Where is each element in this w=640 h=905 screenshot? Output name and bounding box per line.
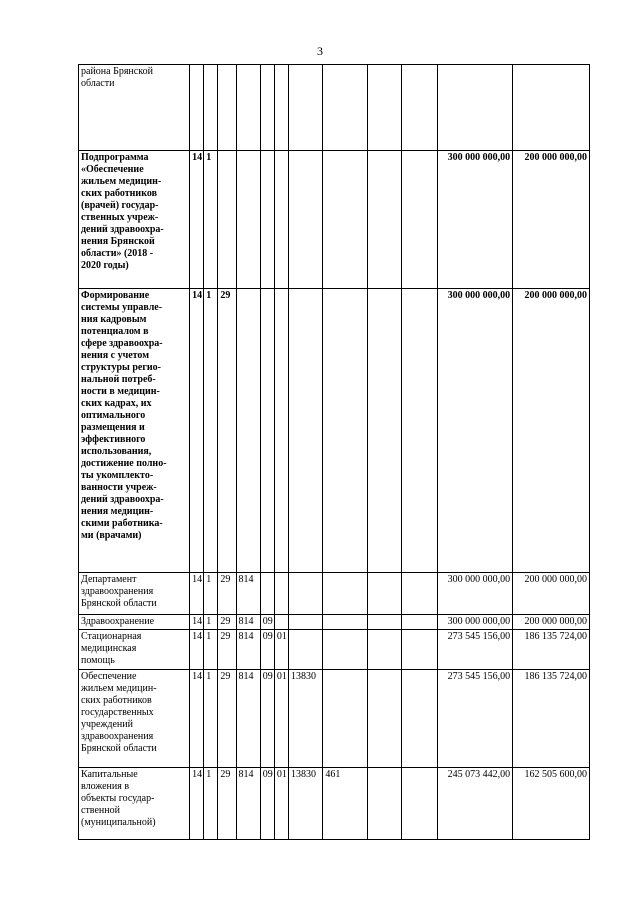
table-body bbox=[79, 65, 590, 840]
amount-2019-cell: 300 000 000,00 bbox=[438, 151, 513, 289]
code-c-cell: 29 bbox=[218, 768, 236, 840]
amount-2020-cell: 200 000 000,00 bbox=[513, 573, 590, 615]
amount-2020-cell: 186 135 724,00 bbox=[513, 630, 590, 670]
code-c-cell: 29 bbox=[218, 573, 236, 615]
code-c-cell bbox=[218, 151, 236, 289]
code-h-cell bbox=[323, 630, 367, 670]
code-d-cell: 814 bbox=[236, 573, 260, 615]
empty-cell bbox=[402, 630, 438, 670]
code-c-cell: 29 bbox=[218, 289, 236, 573]
row-name: Здравоохранение bbox=[79, 615, 190, 630]
code-c-cell: 29 bbox=[218, 670, 236, 768]
code-a-cell: 14 bbox=[190, 573, 204, 615]
code-b-cell: 1 bbox=[204, 615, 218, 630]
table-row bbox=[79, 151, 590, 289]
table-row bbox=[79, 630, 590, 670]
empty-cell bbox=[402, 65, 438, 151]
empty-cell bbox=[402, 573, 438, 615]
code-h-cell bbox=[323, 65, 367, 151]
code-h-cell bbox=[323, 670, 367, 768]
code-g-cell bbox=[288, 630, 322, 670]
code-e-cell: 09 bbox=[260, 670, 274, 768]
code-c-cell: 29 bbox=[218, 630, 236, 670]
code-b-cell: 1 bbox=[204, 151, 218, 289]
code-d-cell bbox=[236, 151, 260, 289]
code-g-cell bbox=[288, 573, 322, 615]
code-h-cell bbox=[323, 615, 367, 630]
empty-cell bbox=[402, 768, 438, 840]
table-row bbox=[79, 289, 590, 573]
code-a-cell: 14 bbox=[190, 615, 204, 630]
code-d-cell: 814 bbox=[236, 768, 260, 840]
empty-cell bbox=[367, 151, 401, 289]
code-c-cell bbox=[218, 65, 236, 151]
amount-2019-cell: 300 000 000,00 bbox=[438, 615, 513, 630]
empty-cell bbox=[402, 670, 438, 768]
row-name: Подпрограмма «Обеспечение жильем медицин- ских работников (врачей) государ- ственных учреж- дений здравоохра- нения Брянской области» (2018 - 2020 годы) bbox=[79, 151, 190, 289]
amount-2020-cell: 200 000 000,00 bbox=[513, 615, 590, 630]
code-f-cell bbox=[274, 65, 288, 151]
amount-2019-cell bbox=[438, 65, 513, 151]
code-h-cell bbox=[323, 151, 367, 289]
code-g-cell: 13830 bbox=[288, 768, 322, 840]
code-h-cell bbox=[323, 573, 367, 615]
code-c-cell: 29 bbox=[218, 615, 236, 630]
amount-2019-cell: 273 545 156,00 bbox=[438, 630, 513, 670]
code-a-cell: 14 bbox=[190, 768, 204, 840]
amount-2020-cell: 162 505 600,00 bbox=[513, 768, 590, 840]
row-name: Стационарная медицинская помощь bbox=[79, 630, 190, 670]
code-d-cell: 814 bbox=[236, 670, 260, 768]
amount-2019-cell: 273 545 156,00 bbox=[438, 670, 513, 768]
code-g-cell bbox=[288, 615, 322, 630]
code-f-cell bbox=[274, 289, 288, 573]
code-e-cell bbox=[260, 151, 274, 289]
table-row bbox=[79, 615, 590, 630]
row-name: Департамент здравоохранения Брянской области bbox=[79, 573, 190, 615]
empty-cell bbox=[367, 630, 401, 670]
amount-2019-cell: 300 000 000,00 bbox=[438, 573, 513, 615]
code-g-cell bbox=[288, 289, 322, 573]
code-e-cell: 09 bbox=[260, 615, 274, 630]
amount-2020-cell: 200 000 000,00 bbox=[513, 151, 590, 289]
page-number: 3 bbox=[317, 44, 323, 58]
empty-cell bbox=[402, 615, 438, 630]
code-f-cell: 01 bbox=[274, 630, 288, 670]
empty-cell bbox=[367, 573, 401, 615]
row-name: Обеспечение жильем медицин- ских работников государственных учреждений здравоохранения Брянской области bbox=[79, 670, 190, 768]
empty-cell bbox=[402, 289, 438, 573]
code-f-cell bbox=[274, 615, 288, 630]
code-b-cell: 1 bbox=[204, 289, 218, 573]
code-h-cell bbox=[323, 289, 367, 573]
table-row bbox=[79, 65, 590, 151]
code-e-cell: 09 bbox=[260, 768, 274, 840]
code-d-cell: 814 bbox=[236, 630, 260, 670]
table-row bbox=[79, 768, 590, 840]
empty-cell bbox=[367, 670, 401, 768]
code-e-cell bbox=[260, 65, 274, 151]
code-b-cell bbox=[204, 65, 218, 151]
code-a-cell: 14 bbox=[190, 289, 204, 573]
code-h-cell: 461 bbox=[323, 768, 367, 840]
budget-table bbox=[78, 64, 590, 840]
amount-2019-cell: 245 073 442,00 bbox=[438, 768, 513, 840]
code-f-cell bbox=[274, 573, 288, 615]
empty-cell bbox=[367, 768, 401, 840]
row-name: района Брянской области bbox=[79, 65, 190, 151]
code-a-cell: 14 bbox=[190, 670, 204, 768]
code-d-cell: 814 bbox=[236, 615, 260, 630]
code-a-cell: 14 bbox=[190, 151, 204, 289]
row-name: Формирование системы управле- ния кадровым потенциалом в сфере здравоохра- нения с учетом структуры регио- нальной потреб- ности в медицин- ских кадрах, их оптимального размещения и эффективного использования, достижение полно- ты укомплекто- ванности учреж- дений здравоохра- нения медицин- скими работника- ми (врачами) bbox=[79, 289, 190, 573]
code-d-cell bbox=[236, 289, 260, 573]
amount-2020-cell: 200 000 000,00 bbox=[513, 289, 590, 573]
code-b-cell: 1 bbox=[204, 768, 218, 840]
code-d-cell bbox=[236, 65, 260, 151]
code-f-cell bbox=[274, 151, 288, 289]
row-name: Капитальные вложения в объекты государ- ственной (муниципальной) bbox=[79, 768, 190, 840]
code-e-cell bbox=[260, 289, 274, 573]
empty-cell bbox=[367, 615, 401, 630]
empty-cell bbox=[402, 151, 438, 289]
code-g-cell bbox=[288, 65, 322, 151]
amount-2020-cell: 186 135 724,00 bbox=[513, 670, 590, 768]
empty-cell bbox=[367, 289, 401, 573]
code-e-cell: 09 bbox=[260, 630, 274, 670]
amount-2019-cell: 300 000 000,00 bbox=[438, 289, 513, 573]
code-a-cell: 14 bbox=[190, 630, 204, 670]
code-f-cell: 01 bbox=[274, 768, 288, 840]
code-e-cell bbox=[260, 573, 274, 615]
empty-cell bbox=[367, 65, 401, 151]
code-a-cell bbox=[190, 65, 204, 151]
code-b-cell: 1 bbox=[204, 573, 218, 615]
code-f-cell: 01 bbox=[274, 670, 288, 768]
amount-2020-cell bbox=[513, 65, 590, 151]
code-g-cell: 13830 bbox=[288, 670, 322, 768]
code-g-cell bbox=[288, 151, 322, 289]
code-b-cell: 1 bbox=[204, 630, 218, 670]
table-row bbox=[79, 670, 590, 768]
code-b-cell: 1 bbox=[204, 670, 218, 768]
table-row bbox=[79, 573, 590, 615]
